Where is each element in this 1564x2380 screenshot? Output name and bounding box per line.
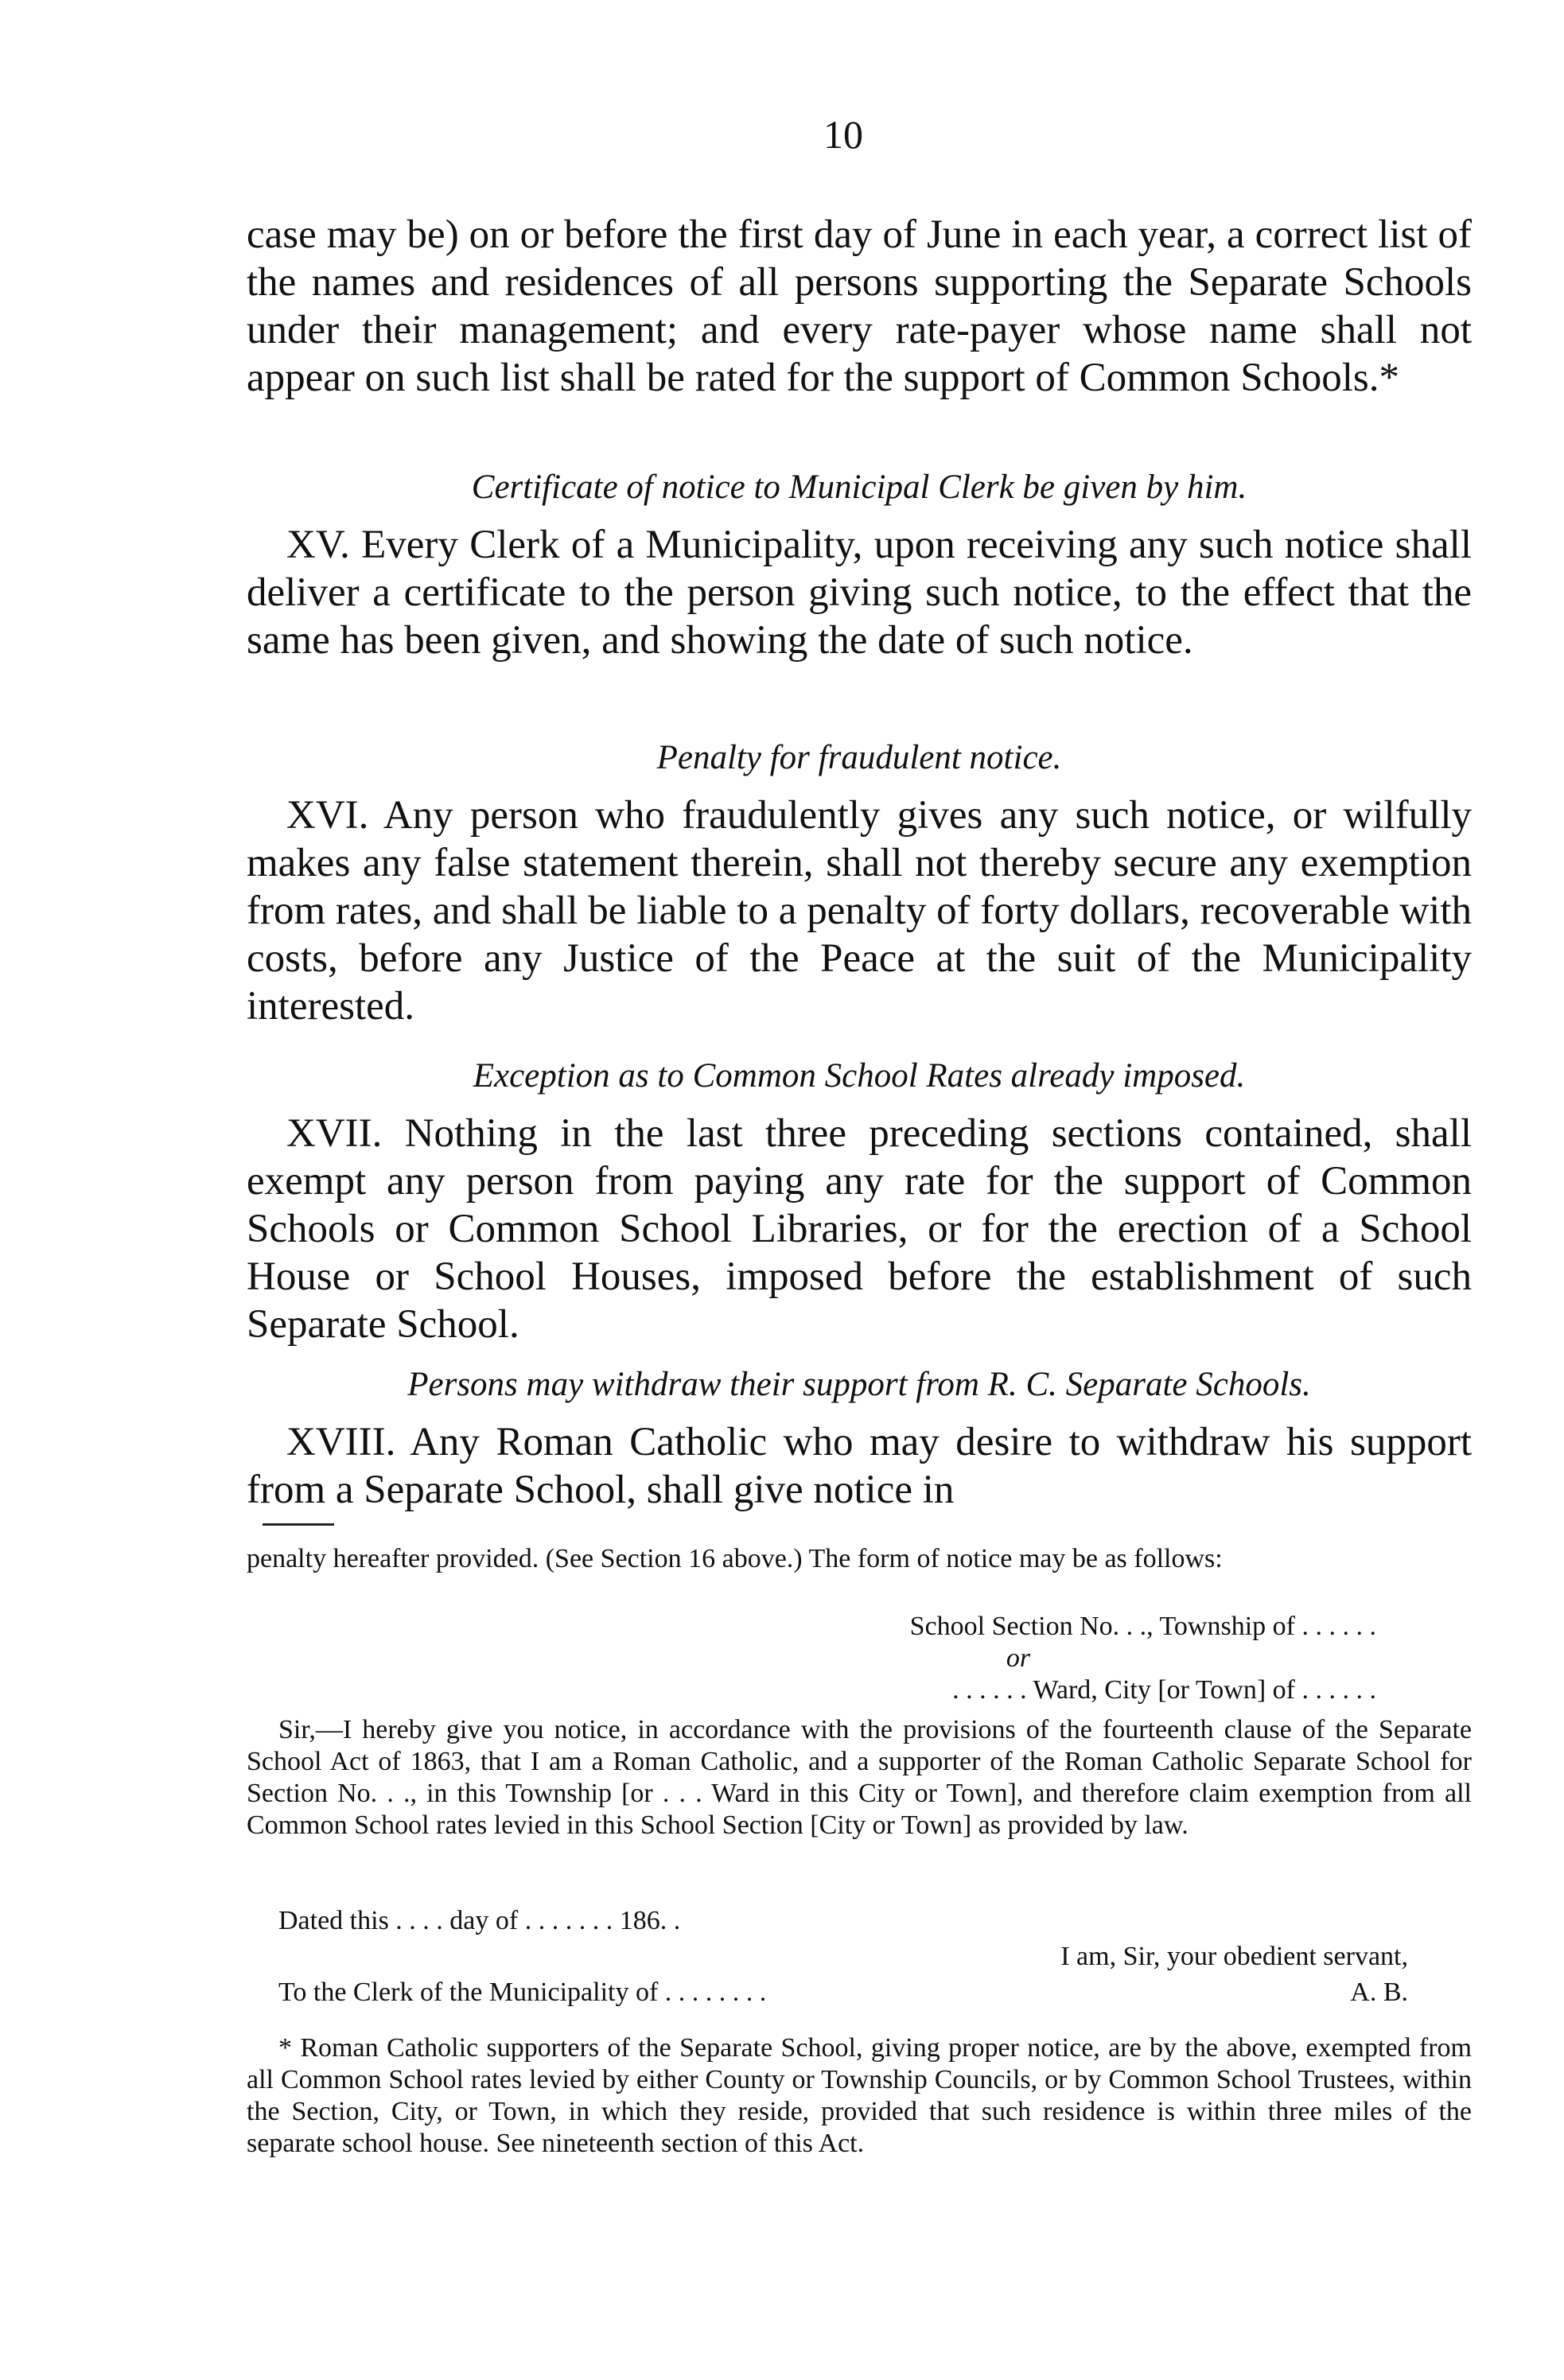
heading-section-16: Penalty for fraudulent notice.: [656, 739, 1062, 776]
section-18-number: XVIII.: [286, 1420, 396, 1464]
section-16: [247, 791, 1472, 1030]
section-17: [247, 1110, 1472, 1348]
section-16-text: Any person who fraudulently gives any such notice, or wilfully makes any false statement therein, shall not thereby secure any exemption from rates, and shall be liable to a penalty of forty dollars, recoverable with costs, before any Justice of the Peace at the suit of the Municipality interested.: [247, 793, 1472, 1029]
footnote-star: * Roman Catholic supporters of the Separate School, giving proper notice, are by the above, exempted from all Common School rates levied by either County or Township Councils, or by Common School Trustees, within the Section, City, or Town, in which they reside, provided that such residence is within three miles of the separate school house. See nineteenth section of this Act.: [247, 2033, 1472, 2158]
footnote-ward-line: . . . . . . Ward, City [or Town] of . . . . . .: [952, 1675, 1376, 1705]
footnote-notice-text: Sir,—I hereby give you notice, in accordance with the provisions of the fourteenth clause of the Separate School Act of 1863, that I am a Roman Catholic, and a supporter of the Roman Catholic Separate School for Section No. . ., in this Township [or . . . Ward in this City or Town], and therefore claim exemption from all Common School rates levied in this School Section [City or Town] as provided by law.: [247, 1715, 1472, 1840]
page-number: 10: [823, 112, 863, 157]
section-15-text: Every Clerk of a Municipality, upon receiving any such notice shall deliver a certificate to the person giving such notice, to the effect that the same has been given, and showing the date of such notice.: [247, 523, 1472, 663]
footnote-servant: I am, Sir, your obedient servant,: [1060, 1942, 1408, 1971]
footnote-signature-ab: A. B.: [1350, 1978, 1408, 2007]
footnote-to-clerk: [247, 1977, 1472, 2009]
heading-section-15: Certificate of notice to Municipal Clerk be given by him.: [471, 469, 1247, 506]
footnote-rule: [263, 1523, 334, 1526]
heading-section-17: Exception as to Common School Rates already imposed.: [473, 1057, 1246, 1095]
footnote-form-intro: penalty hereafter provided. (See Section 16 above.) The form of notice may be as follows:: [247, 1544, 1223, 1573]
paragraph-continuation: case may be) on or before the first day of June in each year, a correct list of the names and residences of all persons supporting the Separate Schools under their management; and every rate-payer whose name shall not appear on such list shall be rated for the support of Common Schools.*: [247, 212, 1472, 400]
footnote-to-clerk-text: To the Clerk of the Municipality of . . . . . . . .: [278, 1978, 767, 2007]
section-15-number: XV.: [286, 523, 350, 567]
section-17-number: XVII.: [286, 1111, 383, 1156]
footnote-dated: Dated this . . . . day of . . . . . . . 186. .: [278, 1906, 681, 1935]
section-17-text: Nothing in the last three preceding sections contained, shall exempt any person from paying any rate for the support of Common Schools or Common School Libraries, or for the erection of a School House or School Houses, imposed before the establishment of such Separate School.: [247, 1111, 1472, 1347]
section-18: [247, 1418, 1472, 1514]
footnote-or: or: [1006, 1643, 1031, 1673]
section-18-text: Any Roman Catholic who may desire to withdraw his support from a Separate School, shall give notice in: [247, 1420, 1472, 1512]
footnote-school-section-line: School Section No. . ., Township of . . . . . .: [909, 1612, 1376, 1641]
section-16-number: XVI.: [286, 793, 369, 838]
heading-section-18: Persons may withdraw their support from R. C. Separate Schools.: [407, 1366, 1311, 1403]
section-15: [247, 521, 1472, 664]
